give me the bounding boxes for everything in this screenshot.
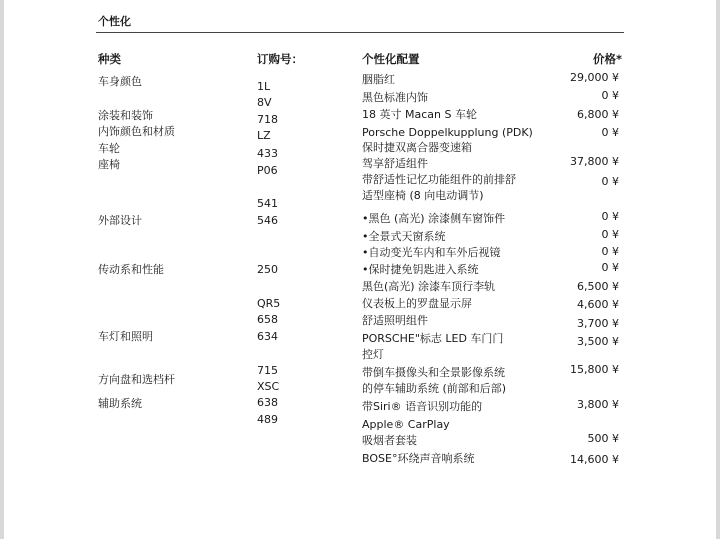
config-item: Apple® CarPlay (362, 418, 450, 431)
category-label: 车灯和照明 (98, 330, 153, 343)
price-value: 6,500 ¥ (577, 280, 619, 293)
header-config: 个性化配置 (362, 52, 420, 66)
page-edge-right (716, 0, 720, 539)
config-item: 驾享舒适组件 (362, 157, 428, 170)
order-code: 634 (257, 330, 278, 343)
section-title: 个性化 (98, 15, 131, 28)
price-value: 3,700 ¥ (577, 317, 619, 330)
config-item: 带Siri® 语音识别功能的 (362, 400, 483, 413)
price-value: 3,800 ¥ (577, 398, 619, 411)
config-item: 仪表板上的罗盘显示屏 (362, 297, 472, 310)
price-value: 0 ¥ (601, 126, 619, 139)
order-code: LZ (257, 129, 271, 142)
config-item: •全景式天窗系统 (362, 230, 446, 243)
config-item: 保时捷双离合器变速箱 (362, 141, 472, 154)
price-value: 3,500 ¥ (577, 335, 619, 348)
config-item: PORSCHE"标志 LED 车门门 (362, 332, 504, 345)
category-label: 辅助系统 (98, 397, 142, 410)
price-value: 14,600 ¥ (570, 453, 619, 466)
category-label: 外部设计 (98, 214, 142, 227)
config-item: 的停车辅助系统 (前部和后部) (362, 382, 507, 395)
order-code: 715 (257, 364, 278, 377)
config-item: 舒适照明组件 (362, 314, 428, 327)
config-item: •保时捷免钥匙进入系统 (362, 263, 479, 276)
order-code: 638 (257, 396, 278, 409)
config-item: Porsche Doppelkupplung (PDK) (362, 126, 533, 139)
order-code: QR5 (257, 297, 281, 310)
config-item: BOSE°环绕声音响系统 (362, 452, 475, 465)
order-code: 1L (257, 80, 271, 93)
order-code: 8V (257, 96, 272, 109)
header-category: 种类 (98, 52, 121, 66)
category-label: 方向盘和选档杆 (98, 373, 175, 386)
header-price: 价格* (592, 52, 622, 66)
price-value: 0 ¥ (601, 89, 619, 102)
category-label: 座椅 (98, 158, 120, 171)
category-label: 车轮 (98, 142, 120, 155)
title-divider (96, 32, 624, 33)
order-code: 433 (257, 147, 278, 160)
price-value: 6,800 ¥ (577, 108, 619, 121)
order-code: 546 (257, 214, 278, 227)
config-item: 带倒车摄像头和全景影像系统 (362, 366, 505, 379)
config-item: 吸烟者套装 (362, 434, 417, 447)
config-item: 胭脂红 (362, 73, 395, 86)
price-value: 0 ¥ (601, 245, 619, 258)
category-label: 涂装和装饰 (98, 109, 153, 122)
header-order-no: 订购号： (257, 52, 303, 66)
order-code: 658 (257, 313, 278, 326)
category-label: 传动系和性能 (98, 263, 164, 276)
price-value: 500 ¥ (587, 432, 619, 445)
config-item: •自动变光车内和车外后视镜 (362, 246, 501, 259)
price-value: 0 ¥ (601, 228, 619, 241)
order-code: 489 (257, 413, 278, 426)
config-item: 带舒适性记忆功能组件的前排舒 (362, 173, 516, 186)
page-edge-left (0, 0, 4, 539)
price-value: 15,800 ¥ (570, 363, 619, 376)
order-code: 541 (257, 197, 278, 210)
price-value: 4,600 ¥ (577, 298, 619, 311)
price-value: 37,800 ¥ (570, 155, 619, 168)
order-code: P06 (257, 164, 278, 177)
config-item: •黑色 (高光) 涂漆侧车窗饰件 (362, 212, 506, 225)
order-code: XSC (257, 380, 280, 393)
price-value: 29,000 ¥ (570, 71, 619, 84)
price-value: 0 ¥ (601, 210, 619, 223)
config-item: 黑色(高光) 涂漆车顶行李轨 (362, 280, 496, 293)
config-item: 控灯 (362, 348, 384, 361)
config-item: 黑色标准内饰 (362, 91, 428, 104)
order-code: 718 (257, 113, 278, 126)
config-item: 18 英寸 Macan S 车轮 (362, 108, 477, 121)
category-label: 车身颜色 (98, 75, 142, 88)
category-label: 内饰颜色和材质 (98, 125, 175, 138)
config-item: 适型座椅 (8 向电动调节) (362, 189, 484, 202)
price-value: 0 ¥ (601, 261, 619, 274)
order-code: 250 (257, 263, 278, 276)
price-value: 0 ¥ (601, 175, 619, 188)
